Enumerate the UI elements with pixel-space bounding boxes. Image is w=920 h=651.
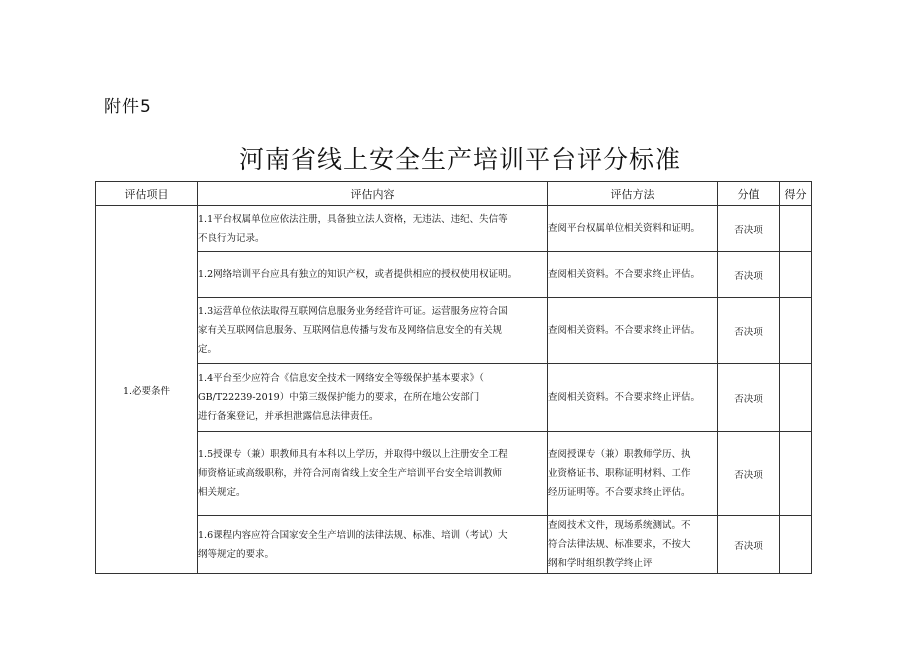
header-content: 评估内容 (198, 182, 548, 206)
score-cell: 否决项 (718, 298, 780, 364)
category-cell: 1.必要条件 (96, 206, 198, 574)
score-cell: 否决项 (718, 206, 780, 252)
points-cell (780, 206, 812, 252)
points-cell (780, 252, 812, 298)
score-cell: 否决项 (718, 364, 780, 432)
method-cell: 查阅平台权属单位相关资料和证明。 (548, 206, 718, 252)
table-row (96, 516, 812, 574)
method-cell: 查阅技术文件，现场系统测试。不 符合法律法规、标准要求，不按大 纲和学时组织教学终止评 (548, 516, 718, 574)
header-method: 评估方法 (548, 182, 718, 206)
score-cell: 否决项 (718, 432, 780, 516)
table-row (96, 364, 812, 432)
table-row (96, 206, 812, 252)
content-cell: 1.1平台权属单位应依法注册，具备独立法人资格，无违法、违纪、失信等 不良行为记录。 (198, 206, 548, 252)
points-cell (780, 364, 812, 432)
content-cell: 1.3运营单位依法取得互联网信息服务业务经营许可证。运营服务应符合国 家有关互联网信息服务、互联网信息传播与发布及网络信息安全的有关规 定。 (198, 298, 548, 364)
scoring-table (95, 181, 812, 574)
points-cell (780, 516, 812, 574)
method-cell: 查阅相关资料。不合要求终止评估。 (548, 364, 718, 432)
attachment-label: 附件5 (104, 97, 152, 117)
method-cell: 查阅授课专（兼）职教师学历、执 业资格证书、职称证明材料、工作 经历证明等。不合要求终止评估。 (548, 432, 718, 516)
score-cell: 否决项 (718, 252, 780, 298)
method-cell: 查阅相关资料。不合要求终止评估。 (548, 298, 718, 364)
content-cell: 1.5授课专（兼）职教师具有本科以上学历，并取得中级以上注册安全工程 师资格证或高级职称，并符合河南省线上安全生产培训平台安全培训教师 相关规定。 (198, 432, 548, 516)
score-cell: 否决项 (718, 516, 780, 574)
content-cell: 1.4平台至少应符合《信息安全技术一网络安全等级保护基本要求》（ GB/T22239-2019）中第三级保护能力的要求，在所在地公安部门 进行备案登记，并承担泄露信息法律责任。 (198, 364, 548, 432)
content-cell: 1.6课程内容应符合国家安全生产培训的法律法规、标准、培训（考试）大 纲等规定的要求。 (198, 516, 548, 574)
header-item: 评估项目 (96, 182, 198, 206)
header-points: 得分 (780, 182, 812, 206)
points-cell (780, 432, 812, 516)
page-title: 河南省线上安全生产培训平台评分标准 (238, 145, 681, 174)
points-cell (780, 298, 812, 364)
header-score: 分值 (718, 182, 780, 206)
table-header-row (96, 182, 812, 206)
method-cell: 查阅相关资料。不合要求终止评估。 (548, 252, 718, 298)
content-cell: 1.2网络培训平台应具有独立的知识产权，或者提供相应的授权使用权证明。 (198, 252, 548, 298)
table-row (96, 432, 812, 516)
table-row (96, 298, 812, 364)
table-row (96, 252, 812, 298)
